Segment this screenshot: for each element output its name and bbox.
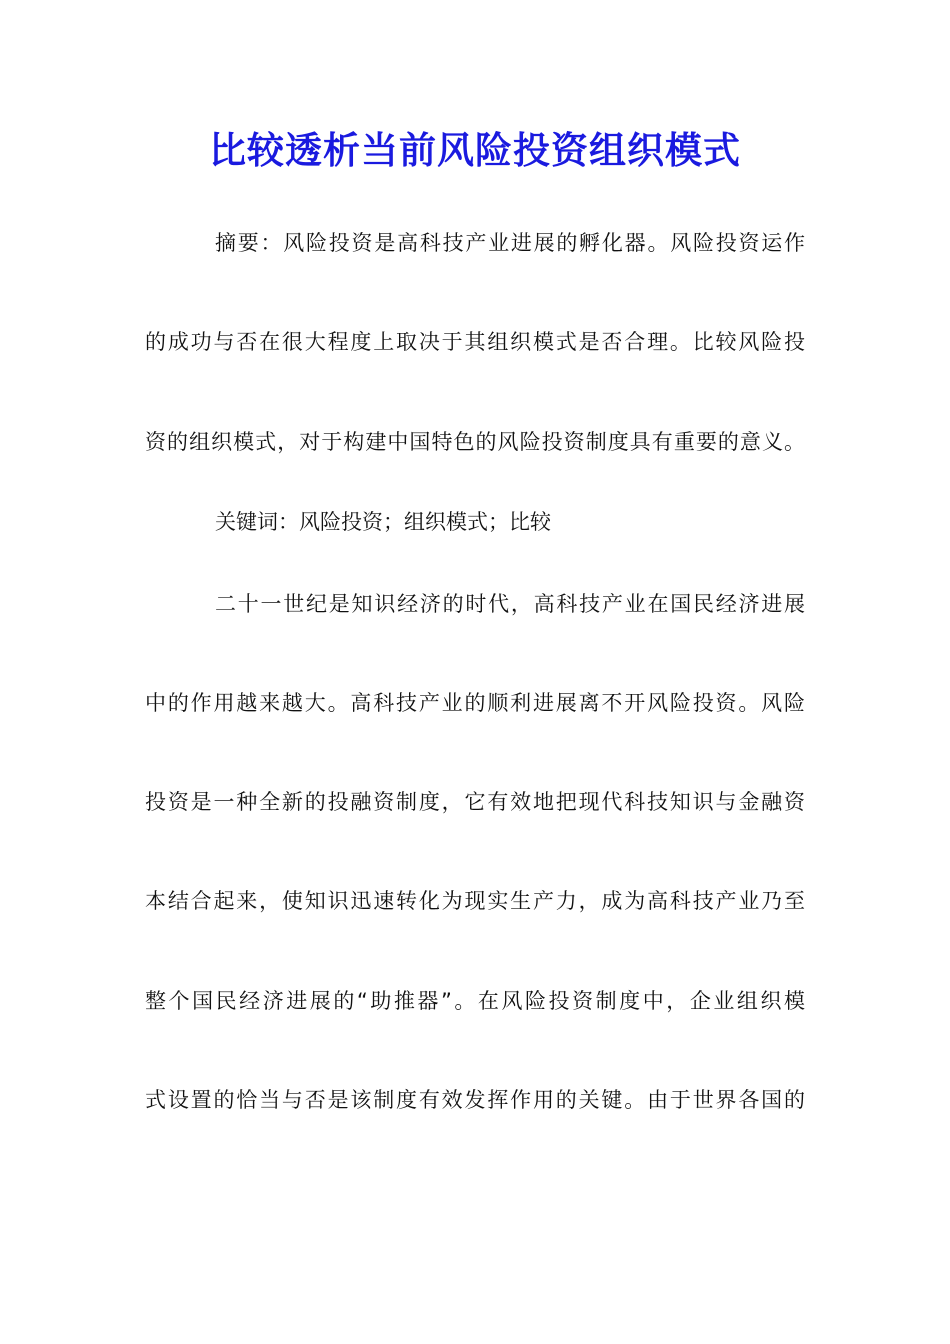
document-title: 比较透析当前风险投资组织模式 bbox=[209, 128, 741, 172]
keywords-line: 关键词：风险投资；组织模式；比较 bbox=[215, 510, 551, 534]
body-line-3: 投资是一种全新的投融资制度，它有效地把现代科技知识与金融资 bbox=[145, 790, 805, 814]
body-line-1: 二十一世纪是知识经济的时代，高科技产业在国民经济进展 bbox=[215, 592, 805, 616]
body-line-5: 整个国民经济进展的“助推器”。在风险投资制度中，企业组织模 bbox=[145, 989, 805, 1013]
body-line-4: 本结合起来，使知识迅速转化为现实生产力，成为高科技产业乃至 bbox=[145, 889, 805, 913]
abstract-line-1: 摘要：风险投资是高科技产业进展的孵化器。风险投资运作 bbox=[215, 231, 805, 255]
abstract-line-3: 资的组织模式，对于构建中国特色的风险投资制度具有重要的意义。 bbox=[145, 430, 805, 454]
body-line-6: 式设置的恰当与否是该制度有效发挥作用的关键。由于世界各国的 bbox=[145, 1088, 805, 1112]
abstract-line-2: 的成功与否在很大程度上取决于其组织模式是否合理。比较风险投 bbox=[145, 330, 805, 354]
body-line-2: 中的作用越来越大。高科技产业的顺利进展离不开风险投资。风险 bbox=[145, 691, 805, 715]
